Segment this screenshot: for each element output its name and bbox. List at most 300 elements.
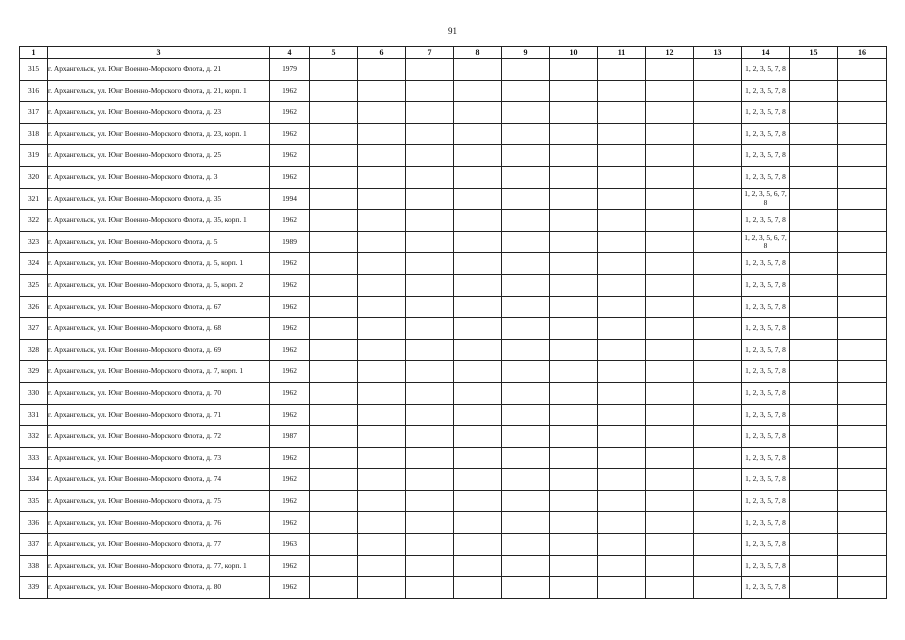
empty-cell	[694, 145, 742, 167]
empty-cell	[646, 231, 694, 253]
empty-cell	[454, 80, 502, 102]
table-row	[20, 469, 887, 491]
table-row	[20, 210, 887, 232]
empty-cell	[502, 253, 550, 275]
column-header: 16	[838, 47, 887, 59]
column-header: 12	[646, 47, 694, 59]
empty-cell	[454, 447, 502, 469]
year-cell: 1962	[270, 382, 310, 404]
empty-cell	[790, 59, 838, 81]
empty-cell	[454, 382, 502, 404]
year-cell: 1962	[270, 447, 310, 469]
empty-cell	[790, 145, 838, 167]
empty-cell	[310, 382, 358, 404]
empty-cell	[454, 512, 502, 534]
empty-cell	[406, 534, 454, 556]
year-cell: 1962	[270, 80, 310, 102]
empty-cell	[454, 361, 502, 383]
empty-cell	[598, 102, 646, 124]
address-cell: г. Архангельск, ул. Юнг Военно-Морского Флота, д. 73	[48, 447, 270, 469]
row-number-cell: 333	[20, 447, 48, 469]
empty-cell	[454, 123, 502, 145]
empty-cell	[838, 318, 887, 340]
row-number-cell: 328	[20, 339, 48, 361]
address-cell: г. Архангельск, ул. Юнг Военно-Морского Флота, д. 74	[48, 469, 270, 491]
empty-cell	[310, 534, 358, 556]
empty-cell	[358, 469, 406, 491]
empty-cell	[838, 490, 887, 512]
empty-cell	[790, 339, 838, 361]
empty-cell	[502, 382, 550, 404]
empty-cell	[646, 253, 694, 275]
address-cell: г. Архангельск, ул. Юнг Военно-Морского Флота, д. 71	[48, 404, 270, 426]
empty-cell	[694, 534, 742, 556]
row-number-cell: 324	[20, 253, 48, 275]
empty-cell	[310, 490, 358, 512]
table-row	[20, 534, 887, 556]
empty-cell	[646, 382, 694, 404]
empty-cell	[790, 577, 838, 599]
year-cell: 1962	[270, 555, 310, 577]
empty-cell	[454, 274, 502, 296]
empty-cell	[694, 490, 742, 512]
empty-cell	[550, 404, 598, 426]
empty-cell	[790, 253, 838, 275]
empty-cell	[598, 59, 646, 81]
row-number-cell: 317	[20, 102, 48, 124]
empty-cell	[310, 274, 358, 296]
empty-cell	[838, 577, 887, 599]
empty-cell	[598, 210, 646, 232]
empty-cell	[454, 490, 502, 512]
row-number-cell: 331	[20, 404, 48, 426]
address-cell: г. Архангельск, ул. Юнг Военно-Морского Флота, д. 5, корп. 2	[48, 274, 270, 296]
column-14-cell: 1, 2, 3, 5, 7, 8	[742, 361, 790, 383]
empty-cell	[838, 447, 887, 469]
empty-cell	[310, 145, 358, 167]
column-header: 5	[310, 47, 358, 59]
empty-cell	[838, 102, 887, 124]
empty-cell	[454, 534, 502, 556]
empty-cell	[406, 382, 454, 404]
empty-cell	[454, 426, 502, 448]
empty-cell	[790, 512, 838, 534]
empty-cell	[694, 512, 742, 534]
year-cell: 1963	[270, 534, 310, 556]
empty-cell	[598, 188, 646, 210]
empty-cell	[646, 447, 694, 469]
empty-cell	[406, 577, 454, 599]
empty-cell	[454, 59, 502, 81]
empty-cell	[310, 555, 358, 577]
empty-cell	[502, 210, 550, 232]
empty-cell	[550, 555, 598, 577]
table-row	[20, 80, 887, 102]
address-cell: г. Архангельск, ул. Юнг Военно-Морского Флота, д. 67	[48, 296, 270, 318]
empty-cell	[646, 577, 694, 599]
column-14-cell: 1, 2, 3, 5, 7, 8	[742, 447, 790, 469]
empty-cell	[550, 361, 598, 383]
year-cell: 1962	[270, 490, 310, 512]
empty-cell	[838, 404, 887, 426]
empty-cell	[598, 512, 646, 534]
empty-cell	[838, 382, 887, 404]
table-row	[20, 447, 887, 469]
empty-cell	[646, 80, 694, 102]
address-cell: г. Архангельск, ул. Юнг Военно-Морского Флота, д. 23, корп. 1	[48, 123, 270, 145]
row-number-cell: 330	[20, 382, 48, 404]
empty-cell	[358, 145, 406, 167]
empty-cell	[406, 253, 454, 275]
table-row	[20, 382, 887, 404]
empty-cell	[454, 339, 502, 361]
empty-cell	[406, 469, 454, 491]
empty-cell	[694, 296, 742, 318]
empty-cell	[406, 59, 454, 81]
empty-cell	[646, 555, 694, 577]
empty-cell	[502, 274, 550, 296]
address-cell: г. Архангельск, ул. Юнг Военно-Морского Флота, д. 21, корп. 1	[48, 80, 270, 102]
empty-cell	[598, 318, 646, 340]
empty-cell	[598, 80, 646, 102]
column-14-cell: 1, 2, 3, 5, 6, 7, 8	[742, 231, 790, 253]
table-row	[20, 145, 887, 167]
empty-cell	[406, 404, 454, 426]
empty-cell	[838, 469, 887, 491]
row-number-cell: 335	[20, 490, 48, 512]
empty-cell	[550, 469, 598, 491]
empty-cell	[406, 166, 454, 188]
empty-cell	[310, 318, 358, 340]
address-cell: г. Архангельск, ул. Юнг Военно-Морского Флота, д. 5	[48, 231, 270, 253]
address-cell: г. Архангельск, ул. Юнг Военно-Морского Флота, д. 77, корп. 1	[48, 555, 270, 577]
empty-cell	[502, 555, 550, 577]
empty-cell	[550, 339, 598, 361]
empty-cell	[838, 555, 887, 577]
empty-cell	[454, 253, 502, 275]
empty-cell	[358, 102, 406, 124]
empty-cell	[358, 253, 406, 275]
row-number-cell: 315	[20, 59, 48, 81]
empty-cell	[358, 318, 406, 340]
table-row	[20, 231, 887, 253]
empty-cell	[358, 534, 406, 556]
empty-cell	[550, 382, 598, 404]
year-cell: 1962	[270, 145, 310, 167]
empty-cell	[694, 318, 742, 340]
empty-cell	[454, 469, 502, 491]
empty-cell	[502, 426, 550, 448]
empty-cell	[598, 404, 646, 426]
column-14-cell: 1, 2, 3, 5, 7, 8	[742, 534, 790, 556]
empty-cell	[646, 166, 694, 188]
empty-cell	[310, 339, 358, 361]
column-14-cell: 1, 2, 3, 5, 7, 8	[742, 555, 790, 577]
empty-cell	[790, 382, 838, 404]
empty-cell	[598, 490, 646, 512]
empty-cell	[358, 361, 406, 383]
empty-cell	[358, 210, 406, 232]
empty-cell	[502, 361, 550, 383]
empty-cell	[406, 339, 454, 361]
empty-cell	[646, 145, 694, 167]
empty-cell	[310, 80, 358, 102]
year-cell: 1962	[270, 166, 310, 188]
column-14-cell: 1, 2, 3, 5, 7, 8	[742, 80, 790, 102]
empty-cell	[406, 361, 454, 383]
empty-cell	[838, 274, 887, 296]
column-header: 1	[20, 47, 48, 59]
column-header: 3	[48, 47, 270, 59]
empty-cell	[502, 404, 550, 426]
column-header: 9	[502, 47, 550, 59]
empty-cell	[598, 231, 646, 253]
address-cell: г. Архангельск, ул. Юнг Военно-Морского Флота, д. 5, корп. 1	[48, 253, 270, 275]
column-14-cell: 1, 2, 3, 5, 6, 7, 8	[742, 188, 790, 210]
table-row	[20, 274, 887, 296]
empty-cell	[454, 231, 502, 253]
empty-cell	[358, 274, 406, 296]
empty-cell	[694, 231, 742, 253]
empty-cell	[790, 102, 838, 124]
empty-cell	[406, 555, 454, 577]
empty-cell	[598, 469, 646, 491]
empty-cell	[646, 512, 694, 534]
register-table	[19, 46, 887, 599]
empty-cell	[694, 339, 742, 361]
empty-cell	[550, 210, 598, 232]
table-row	[20, 318, 887, 340]
column-header: 15	[790, 47, 838, 59]
empty-cell	[838, 188, 887, 210]
empty-cell	[694, 361, 742, 383]
empty-cell	[838, 123, 887, 145]
empty-cell	[406, 274, 454, 296]
year-cell: 1962	[270, 404, 310, 426]
empty-cell	[502, 318, 550, 340]
empty-cell	[502, 577, 550, 599]
empty-cell	[454, 188, 502, 210]
empty-cell	[310, 123, 358, 145]
empty-cell	[598, 534, 646, 556]
empty-cell	[502, 59, 550, 81]
empty-cell	[646, 404, 694, 426]
empty-cell	[790, 534, 838, 556]
row-number-cell: 323	[20, 231, 48, 253]
address-cell: г. Архангельск, ул. Юнг Военно-Морского Флота, д. 35	[48, 188, 270, 210]
address-cell: г. Архангельск, ул. Юнг Военно-Морского Флота, д. 77	[48, 534, 270, 556]
table-row	[20, 253, 887, 275]
column-14-cell: 1, 2, 3, 5, 7, 8	[742, 426, 790, 448]
empty-cell	[694, 59, 742, 81]
empty-cell	[550, 274, 598, 296]
table-row	[20, 166, 887, 188]
address-cell: г. Архангельск, ул. Юнг Военно-Морского Флота, д. 35, корп. 1	[48, 210, 270, 232]
year-cell: 1962	[270, 469, 310, 491]
row-number-cell: 329	[20, 361, 48, 383]
empty-cell	[310, 231, 358, 253]
empty-cell	[646, 318, 694, 340]
header-row	[20, 47, 887, 59]
column-14-cell: 1, 2, 3, 5, 7, 8	[742, 339, 790, 361]
empty-cell	[790, 361, 838, 383]
empty-cell	[790, 166, 838, 188]
empty-cell	[502, 447, 550, 469]
empty-cell	[502, 166, 550, 188]
empty-cell	[358, 404, 406, 426]
table-row	[20, 490, 887, 512]
table-row	[20, 404, 887, 426]
empty-cell	[694, 382, 742, 404]
column-14-cell: 1, 2, 3, 5, 7, 8	[742, 102, 790, 124]
empty-cell	[502, 339, 550, 361]
page-number: 91	[448, 26, 457, 36]
empty-cell	[310, 166, 358, 188]
year-cell: 1987	[270, 426, 310, 448]
empty-cell	[646, 426, 694, 448]
empty-cell	[694, 80, 742, 102]
table-row	[20, 296, 887, 318]
year-cell: 1962	[270, 274, 310, 296]
column-header: 6	[358, 47, 406, 59]
empty-cell	[646, 296, 694, 318]
empty-cell	[598, 382, 646, 404]
empty-cell	[838, 166, 887, 188]
empty-cell	[454, 210, 502, 232]
column-14-cell: 1, 2, 3, 5, 7, 8	[742, 490, 790, 512]
column-14-cell: 1, 2, 3, 5, 7, 8	[742, 382, 790, 404]
empty-cell	[790, 188, 838, 210]
empty-cell	[598, 447, 646, 469]
empty-cell	[646, 123, 694, 145]
empty-cell	[790, 123, 838, 145]
year-cell: 1962	[270, 102, 310, 124]
empty-cell	[310, 188, 358, 210]
address-cell: г. Архангельск, ул. Юнг Военно-Морского Флота, д. 3	[48, 166, 270, 188]
empty-cell	[694, 469, 742, 491]
empty-cell	[838, 512, 887, 534]
empty-cell	[502, 80, 550, 102]
table-row	[20, 339, 887, 361]
address-cell: г. Архангельск, ул. Юнг Военно-Морского Флота, д. 69	[48, 339, 270, 361]
empty-cell	[550, 145, 598, 167]
empty-cell	[310, 426, 358, 448]
address-cell: г. Архангельск, ул. Юнг Военно-Морского Флота, д. 70	[48, 382, 270, 404]
empty-cell	[358, 339, 406, 361]
empty-cell	[646, 469, 694, 491]
empty-cell	[598, 253, 646, 275]
empty-cell	[646, 102, 694, 124]
empty-cell	[838, 59, 887, 81]
empty-cell	[406, 123, 454, 145]
empty-cell	[550, 166, 598, 188]
column-header: 13	[694, 47, 742, 59]
empty-cell	[358, 80, 406, 102]
empty-cell	[838, 361, 887, 383]
empty-cell	[694, 123, 742, 145]
empty-cell	[502, 490, 550, 512]
row-number-cell: 334	[20, 469, 48, 491]
column-14-cell: 1, 2, 3, 5, 7, 8	[742, 210, 790, 232]
empty-cell	[598, 555, 646, 577]
empty-cell	[550, 80, 598, 102]
column-header: 11	[598, 47, 646, 59]
empty-cell	[646, 210, 694, 232]
empty-cell	[790, 210, 838, 232]
empty-cell	[694, 188, 742, 210]
empty-cell	[598, 123, 646, 145]
empty-cell	[502, 102, 550, 124]
column-14-cell: 1, 2, 3, 5, 7, 8	[742, 404, 790, 426]
empty-cell	[550, 426, 598, 448]
empty-cell	[598, 274, 646, 296]
empty-cell	[550, 231, 598, 253]
column-14-cell: 1, 2, 3, 5, 7, 8	[742, 577, 790, 599]
column-14-cell: 1, 2, 3, 5, 7, 8	[742, 59, 790, 81]
table-row	[20, 59, 887, 81]
row-number-cell: 325	[20, 274, 48, 296]
empty-cell	[502, 231, 550, 253]
empty-cell	[454, 296, 502, 318]
empty-cell	[646, 534, 694, 556]
empty-cell	[646, 339, 694, 361]
year-cell: 1962	[270, 577, 310, 599]
empty-cell	[646, 274, 694, 296]
column-header: 14	[742, 47, 790, 59]
empty-cell	[358, 447, 406, 469]
empty-cell	[838, 339, 887, 361]
table-row	[20, 361, 887, 383]
column-14-cell: 1, 2, 3, 5, 7, 8	[742, 253, 790, 275]
empty-cell	[358, 577, 406, 599]
empty-cell	[358, 59, 406, 81]
empty-cell	[502, 512, 550, 534]
empty-cell	[310, 253, 358, 275]
empty-cell	[502, 469, 550, 491]
empty-cell	[406, 80, 454, 102]
year-cell: 1962	[270, 210, 310, 232]
empty-cell	[358, 296, 406, 318]
empty-cell	[790, 426, 838, 448]
address-cell: г. Архангельск, ул. Юнг Военно-Морского Флота, д. 72	[48, 426, 270, 448]
table-row	[20, 555, 887, 577]
empty-cell	[550, 512, 598, 534]
column-header: 10	[550, 47, 598, 59]
empty-cell	[550, 577, 598, 599]
empty-cell	[598, 426, 646, 448]
empty-cell	[694, 447, 742, 469]
empty-cell	[358, 231, 406, 253]
table-row	[20, 426, 887, 448]
empty-cell	[502, 123, 550, 145]
empty-cell	[598, 361, 646, 383]
column-14-cell: 1, 2, 3, 5, 7, 8	[742, 512, 790, 534]
empty-cell	[694, 426, 742, 448]
row-number-cell: 316	[20, 80, 48, 102]
empty-cell	[310, 296, 358, 318]
empty-cell	[502, 296, 550, 318]
row-number-cell: 339	[20, 577, 48, 599]
year-cell: 1989	[270, 231, 310, 253]
empty-cell	[358, 490, 406, 512]
empty-cell	[790, 231, 838, 253]
empty-cell	[838, 534, 887, 556]
empty-cell	[406, 231, 454, 253]
empty-cell	[406, 188, 454, 210]
empty-cell	[550, 59, 598, 81]
row-number-cell: 327	[20, 318, 48, 340]
empty-cell	[550, 253, 598, 275]
